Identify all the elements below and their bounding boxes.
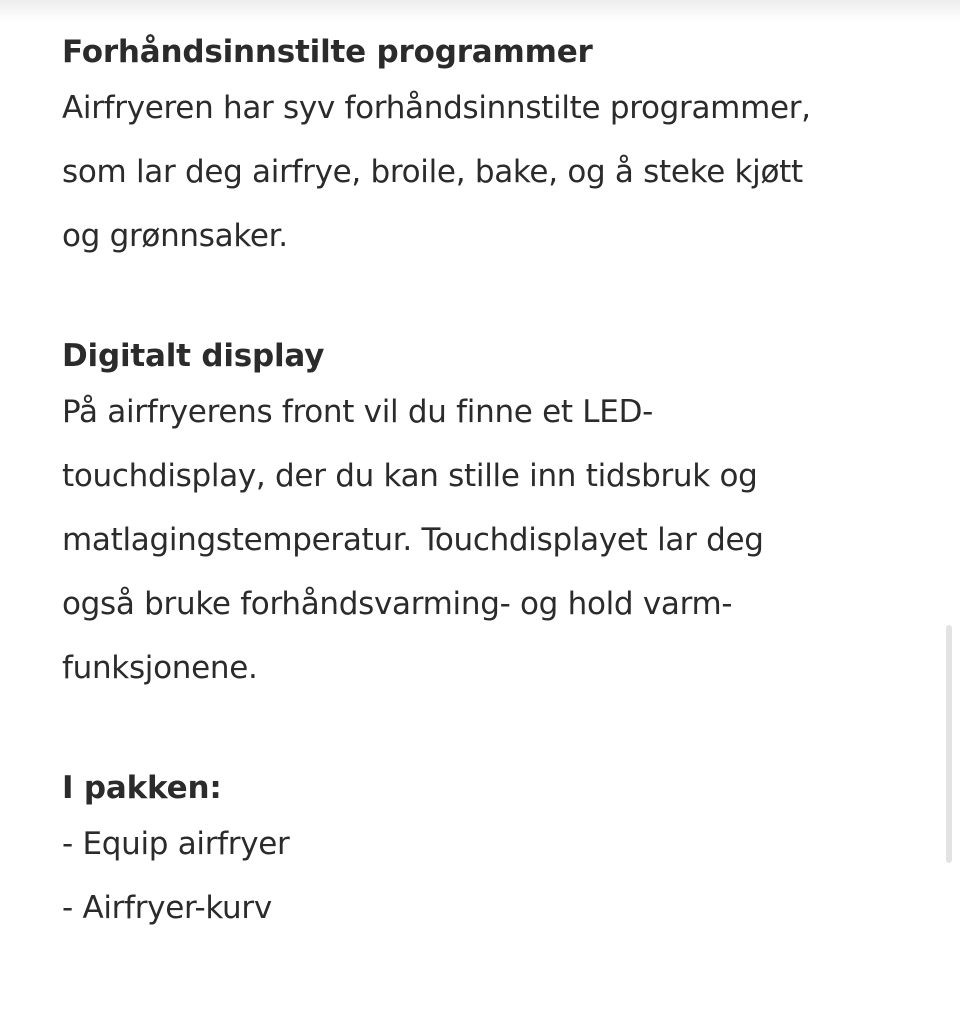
paragraph-line: funksjonene. [62, 650, 258, 686]
top-shadow [0, 0, 960, 22]
paragraph-line: På airfryerens front vil du finne et LED- [62, 394, 654, 430]
list-item: - Equip airfryer [62, 826, 290, 862]
section-heading: Forhåndsinnstilte programmer [62, 34, 593, 70]
section-paragraph [62, 380, 902, 700]
paragraph-line: Airfryeren har syv forhåndsinnstilte programmer, [62, 90, 811, 126]
paragraph-line: også bruke forhåndsvarming- og hold varm- [62, 586, 733, 622]
paragraph-line: som lar deg airfrye, broile, bake, og å steke kjøtt [62, 154, 803, 190]
paragraph-line: og grønnsaker. [62, 218, 288, 254]
section-heading: Digitalt display [62, 338, 325, 374]
paragraph-line: matlagingstemperatur. Touchdisplayet lar deg [62, 522, 764, 558]
product-description [62, 28, 902, 940]
paragraph-line: touchdisplay, der du kan stille inn tidsbruk og [62, 458, 758, 494]
section-paragraph [62, 76, 902, 268]
section-preset-programs [62, 28, 902, 268]
section-heading: I pakken: [62, 770, 222, 806]
scrollbar-track[interactable] [946, 0, 956, 1018]
list-item: - Airfryer-kurv [62, 890, 272, 926]
section-digital-display [62, 332, 902, 700]
section-in-the-box [62, 764, 902, 940]
package-contents-list [62, 812, 902, 940]
scrollbar-thumb[interactable] [946, 625, 952, 863]
